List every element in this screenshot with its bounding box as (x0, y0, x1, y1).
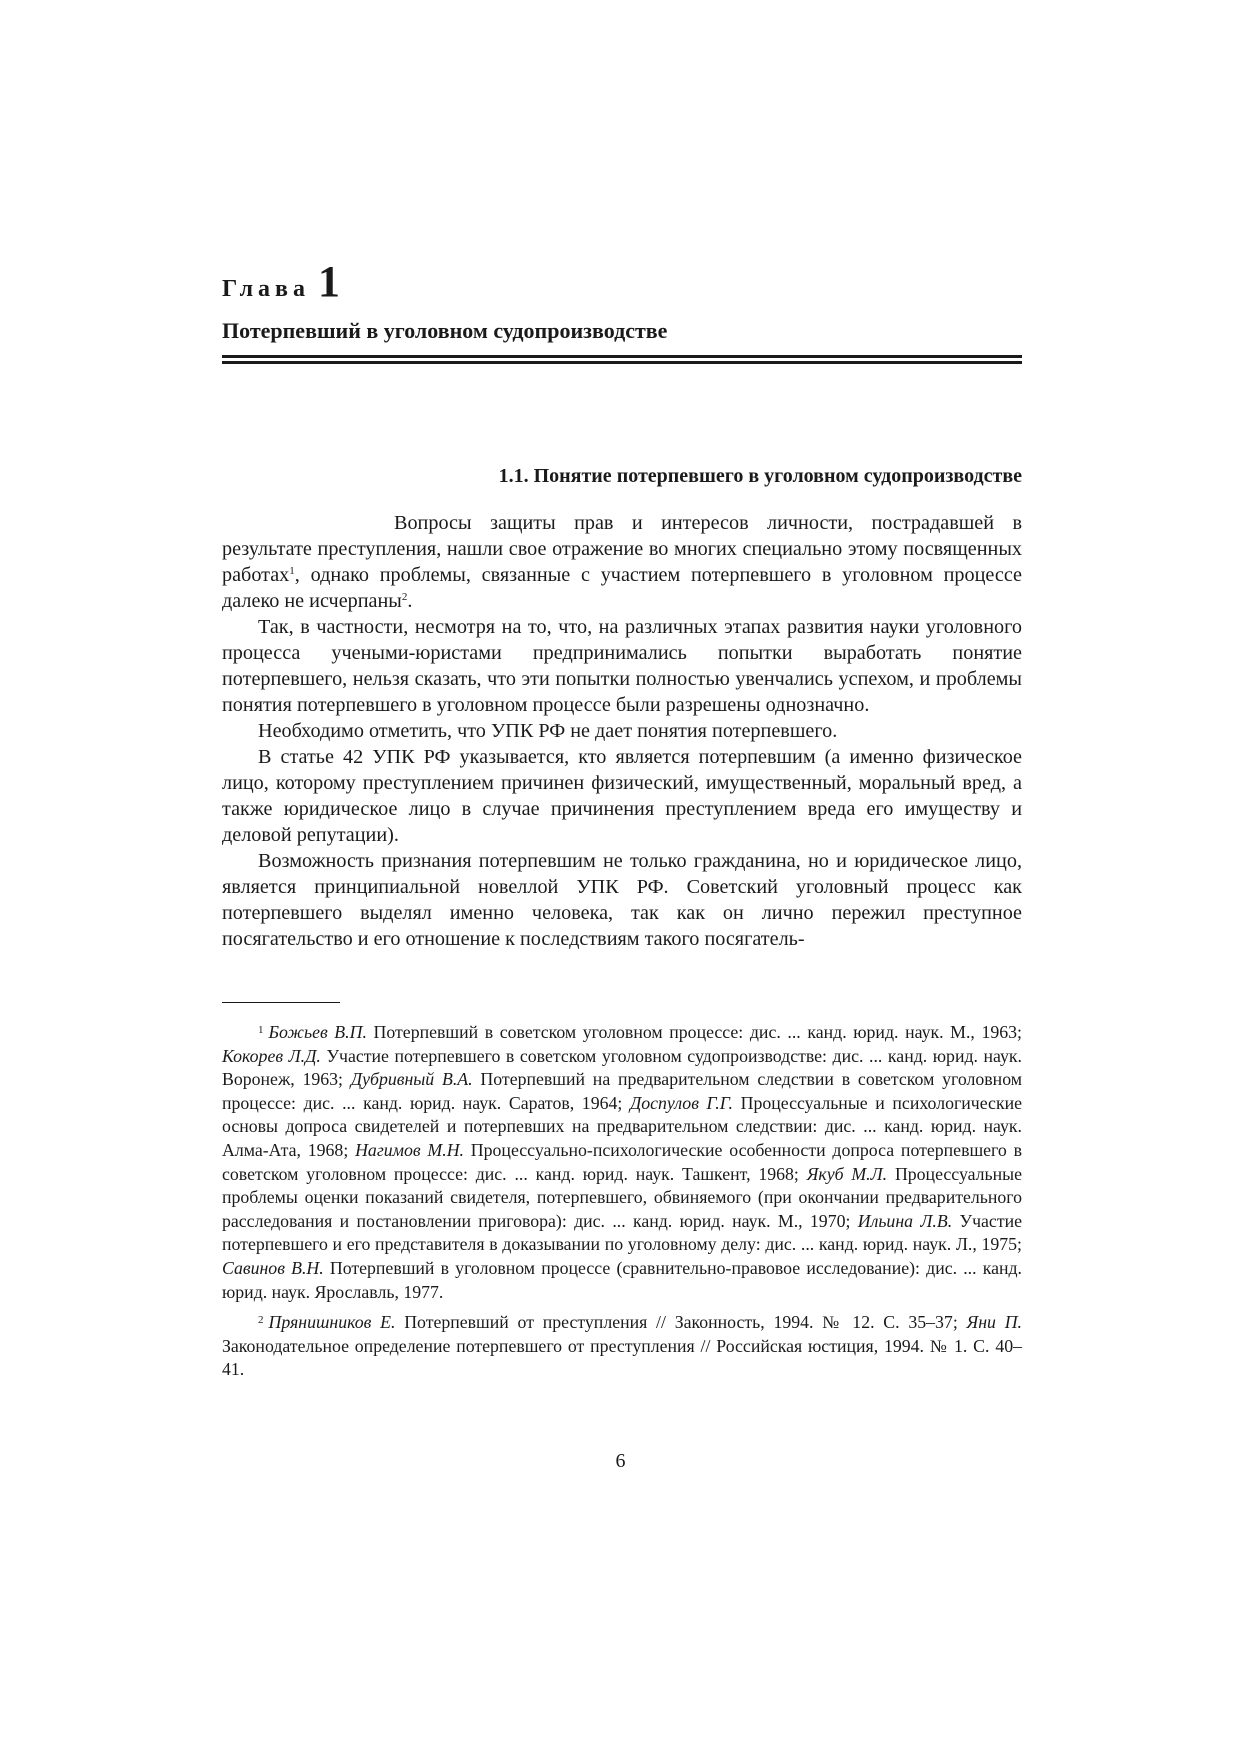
paragraph: Возможность признания потерпевшим не только гражданина, но и юридическое лицо, является принципиальной новеллой УПК РФ. Советский уголовный процесс как потерпевшего выделял именно человека, так как он лично пережил преступное посягательство и его отношение к последствиям такого посягатель- (222, 850, 1022, 950)
footnotes (222, 1019, 1022, 1387)
chapter-number: 1 (318, 257, 340, 306)
chapter-word: Глава (222, 276, 310, 302)
paragraph: Так, в частности, несмотря на то, что, на различных этапах развития науки уголовного процесса учеными-юристами предпринимались попытки выработать понятие потерпевшего, нельзя сказать, что эти попытки полностью увенчались успехом, и проблемы понятия потерпевшего в уголовном процессе были разрешены однозначно. (222, 616, 1022, 716)
page-number: 6 (615, 1450, 626, 1472)
chapter-rule-top (222, 355, 1022, 358)
footnote-ref-2[interactable]: 2 (401, 591, 408, 603)
body-text (222, 510, 1022, 952)
footnote-2: $^2$ Прянишников Е. Потерпевший от преступления // Законность, 1994. № 12. С. 35–37; Яни П. Законодательное определение потерпевшего от преступления // Российская юстиция, 1994. № 1. С. 40–41. (222, 1312, 1022, 1380)
section-title: 1.1. Понятие потерпевшего в уголовном судопроизводстве (498, 465, 1022, 487)
chapter-rule-bottom (222, 361, 1022, 364)
chapter-title: Потерпевший в уголовном судопроизводстве (222, 318, 668, 343)
footnote-separator (222, 1002, 340, 1003)
paragraph: В статье 42 УПК РФ указывается, кто является потерпевшим (а именно физическое лицо, которому преступлением причинен физический, имущественный, моральный вред, а также юридическое лицо в случае причинения преступлением вреда его имуществу и деловой репутации). (222, 746, 1022, 846)
footnote-ref-1[interactable]: 1 (289, 565, 295, 577)
paragraph: Вопросы защиты прав и интересов личности, пострадавшей в результате преступления, нашли свое отражение во многих специально этому посвященных работах$^1$, однако проблемы, связанные с участием потерпевшего в уголовном процессе далеко не исчерпаны$^2$. (222, 512, 1022, 612)
footnote-1: $^1$ Божьев В.П. Потерпевший в советском уголовном процессе: дис. ... канд. юрид. наук. М., 1963; Кокорев Л.Д. Участие потерпевшего в советском уголовном судопроизводстве: дис. ... канд. юрид. наук. Воронеж, 1963; Дубривный В.А. Потерпевший на предварительном следствии в советском уголовном процессе: дис. ... канд. юрид. наук. Саратов, 1964; Доспулов Г.Г. Процессуальные и психологические основы допроса свидетелей и потерпевших на предварительном следствии: дис. ... канд. юрид. наук. Алма-Ата, 1968; Нагимов М.Н. Процессуально-психологические особенности допроса потерпевшего в советском уголовном процессе: дис. ... канд. юрид. наук. Ташкент, 1968; Якуб М.Л. Процессуальные проблемы оценки показаний свидетеля, потерпевшего, обвиняемого (при окончании предварительного расследования и постановлении приговора): дис. ... канд. юрид. наук. М., 1970; Ильина Л.В. Участие потерпевшего и его представителя в доказывании по уголовному делу: дис. ... канд. юрид. наук. Л., 1975; Савинов В.Н. Потерпевший в уголовном процессе (сравнительно-правовое исследование): дис. ... канд. юрид. наук. Ярославль, 1977. (222, 1022, 1023, 1302)
paragraph: Необходимо отметить, что УПК РФ не дает понятия потерпевшего. (258, 720, 838, 742)
chapter-heading (222, 256, 340, 307)
